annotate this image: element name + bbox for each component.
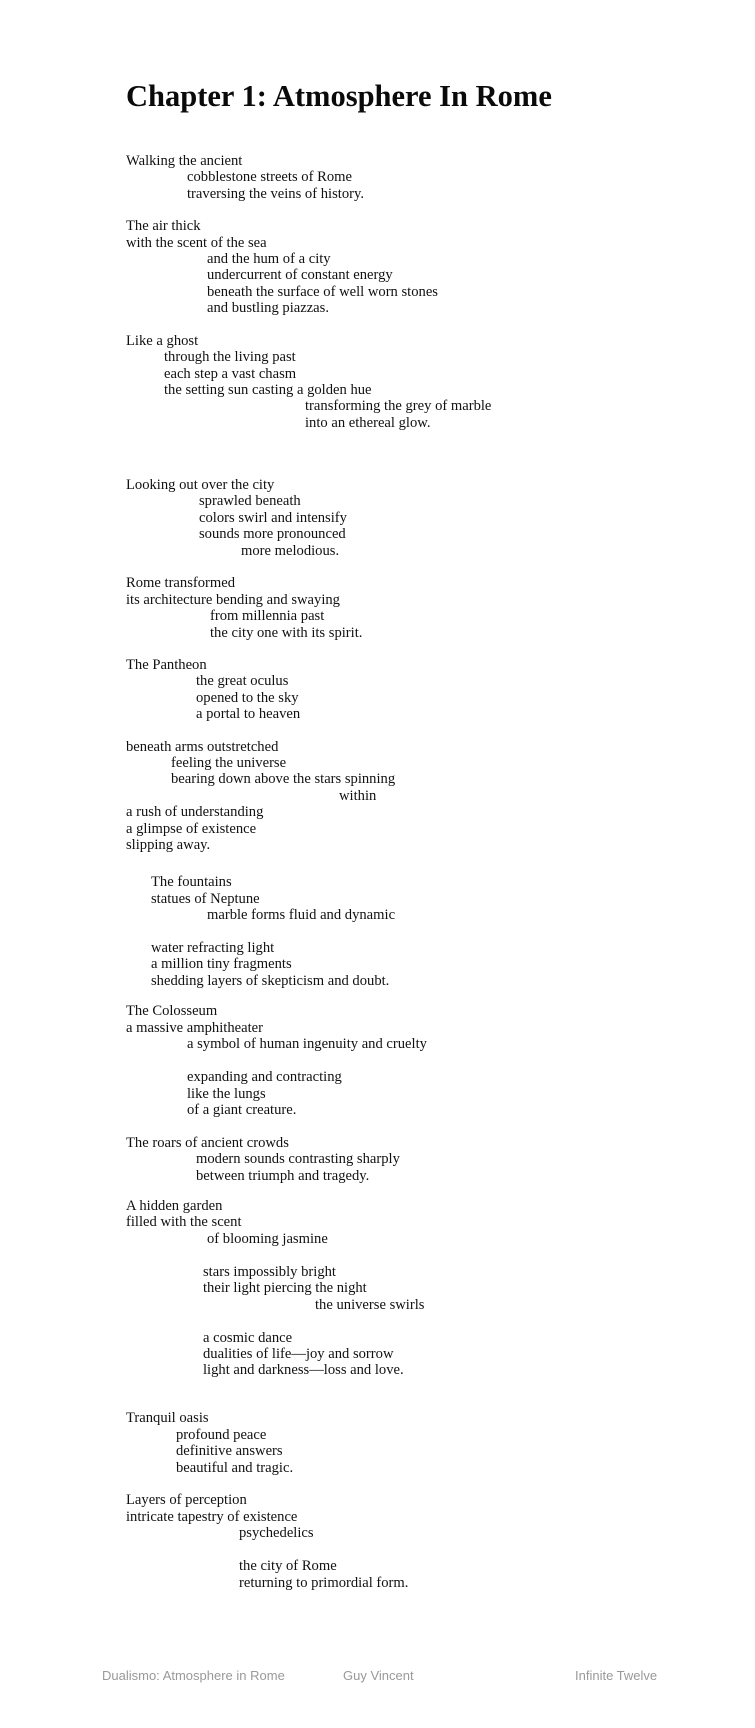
poem-line: beneath arms outstretched [126, 739, 279, 755]
poem-line: the city one with its spirit. [210, 625, 363, 641]
poem-line: Rome transformed [126, 575, 236, 591]
poem-line: The Colosseum [126, 1003, 218, 1019]
poem-line: stars impossibly bright [203, 1264, 336, 1280]
poem-line: within [339, 788, 377, 804]
poem-line: shedding layers of skepticism and doubt. [151, 973, 390, 989]
poem-line: Looking out over the city [126, 477, 275, 493]
poem-line: the city of Rome [239, 1558, 337, 1574]
poem-line: the setting sun casting a golden hue [164, 382, 372, 398]
page-footer [0, 1668, 755, 1688]
poem-line: traversing the veins of history. [187, 186, 364, 202]
poem-line: The roars of ancient crowds [126, 1135, 289, 1151]
footer-publisher: Infinite Twelve [575, 1668, 658, 1683]
poem-line: through the living past [164, 349, 296, 365]
poem-line: The Pantheon [126, 657, 207, 673]
poem-line: like the lungs [187, 1086, 266, 1102]
poem-line: cobblestone streets of Rome [187, 169, 352, 185]
poem-line: the universe swirls [315, 1297, 425, 1313]
poem-line: a rush of understanding [126, 804, 264, 820]
poem-line: between triumph and tragedy. [196, 1168, 370, 1184]
poem-line: profound peace [176, 1427, 267, 1443]
poem-line: The fountains [151, 874, 232, 890]
poem-line: Layers of perception [126, 1492, 247, 1508]
poem-line: a cosmic dance [203, 1330, 293, 1346]
poem-line: psychedelics [239, 1525, 314, 1541]
poem-line: transforming the grey of marble [305, 398, 492, 414]
poem-line: marble forms fluid and dynamic [207, 907, 396, 923]
poem-line: beneath the surface of well worn stones [207, 284, 438, 300]
poem-line: slipping away. [126, 837, 211, 853]
poem-line: returning to primordial form. [239, 1575, 409, 1591]
poem-line: opened to the sky [196, 690, 299, 706]
poem-line: the great oculus [196, 673, 289, 689]
poem-line: and the hum of a city [207, 251, 331, 267]
poem-line: feeling the universe [171, 755, 287, 771]
poem-line: dualities of life—joy and sorrow [203, 1346, 394, 1362]
poem-line: modern sounds contrasting sharply [196, 1151, 400, 1167]
poem-line: undercurrent of constant energy [207, 267, 393, 283]
poem-line: filled with the scent [126, 1214, 242, 1230]
chapter-title: Chapter 1: Atmosphere In Rome [126, 79, 552, 113]
poem-line: Tranquil oasis [126, 1410, 209, 1426]
poem-line: their light piercing the night [203, 1280, 367, 1296]
poem-line: of blooming jasmine [207, 1231, 328, 1247]
poem-line: and bustling piazzas. [207, 300, 329, 316]
poem-line: intricate tapestry of existence [126, 1509, 298, 1525]
poem-line: statues of Neptune [151, 891, 260, 907]
poem-line: a million tiny fragments [151, 956, 292, 972]
poem-line: Walking the ancient [126, 153, 243, 169]
poem-line: each step a vast chasm [164, 366, 297, 382]
poem-line: water refracting light [151, 940, 275, 956]
poem-line: Like a ghost [126, 333, 199, 349]
poem-line: more melodious. [241, 543, 340, 559]
poem-line: a glimpse of existence [126, 821, 257, 837]
poem-line: light and darkness—loss and love. [203, 1362, 404, 1378]
footer-author: Guy Vincent [343, 1668, 414, 1683]
poem-line: The air thick [126, 218, 201, 234]
poem-line: a symbol of human ingenuity and cruelty [187, 1036, 427, 1052]
poem-line: beautiful and tragic. [176, 1460, 294, 1476]
poem-line: a massive amphitheater [126, 1020, 263, 1036]
poem-line: into an ethereal glow. [305, 415, 431, 431]
poem-line: colors swirl and intensify [199, 510, 347, 526]
poem-line: sprawled beneath [199, 493, 301, 509]
poem-line: with the scent of the sea [126, 235, 267, 251]
poem-line: sounds more pronounced [199, 526, 346, 542]
poem-line: expanding and contracting [187, 1069, 342, 1085]
poem-line: of a giant creature. [187, 1102, 297, 1118]
poem-line: definitive answers [176, 1443, 283, 1459]
footer-book-title: Dualismo: Atmosphere in Rome [102, 1668, 285, 1683]
poem-line: a portal to heaven [196, 706, 301, 722]
poem-line: A hidden garden [126, 1198, 223, 1214]
poem-line: its architecture bending and swaying [126, 592, 340, 608]
poem-line: bearing down above the stars spinning [171, 771, 396, 787]
poem-line: from millennia past [210, 608, 325, 624]
